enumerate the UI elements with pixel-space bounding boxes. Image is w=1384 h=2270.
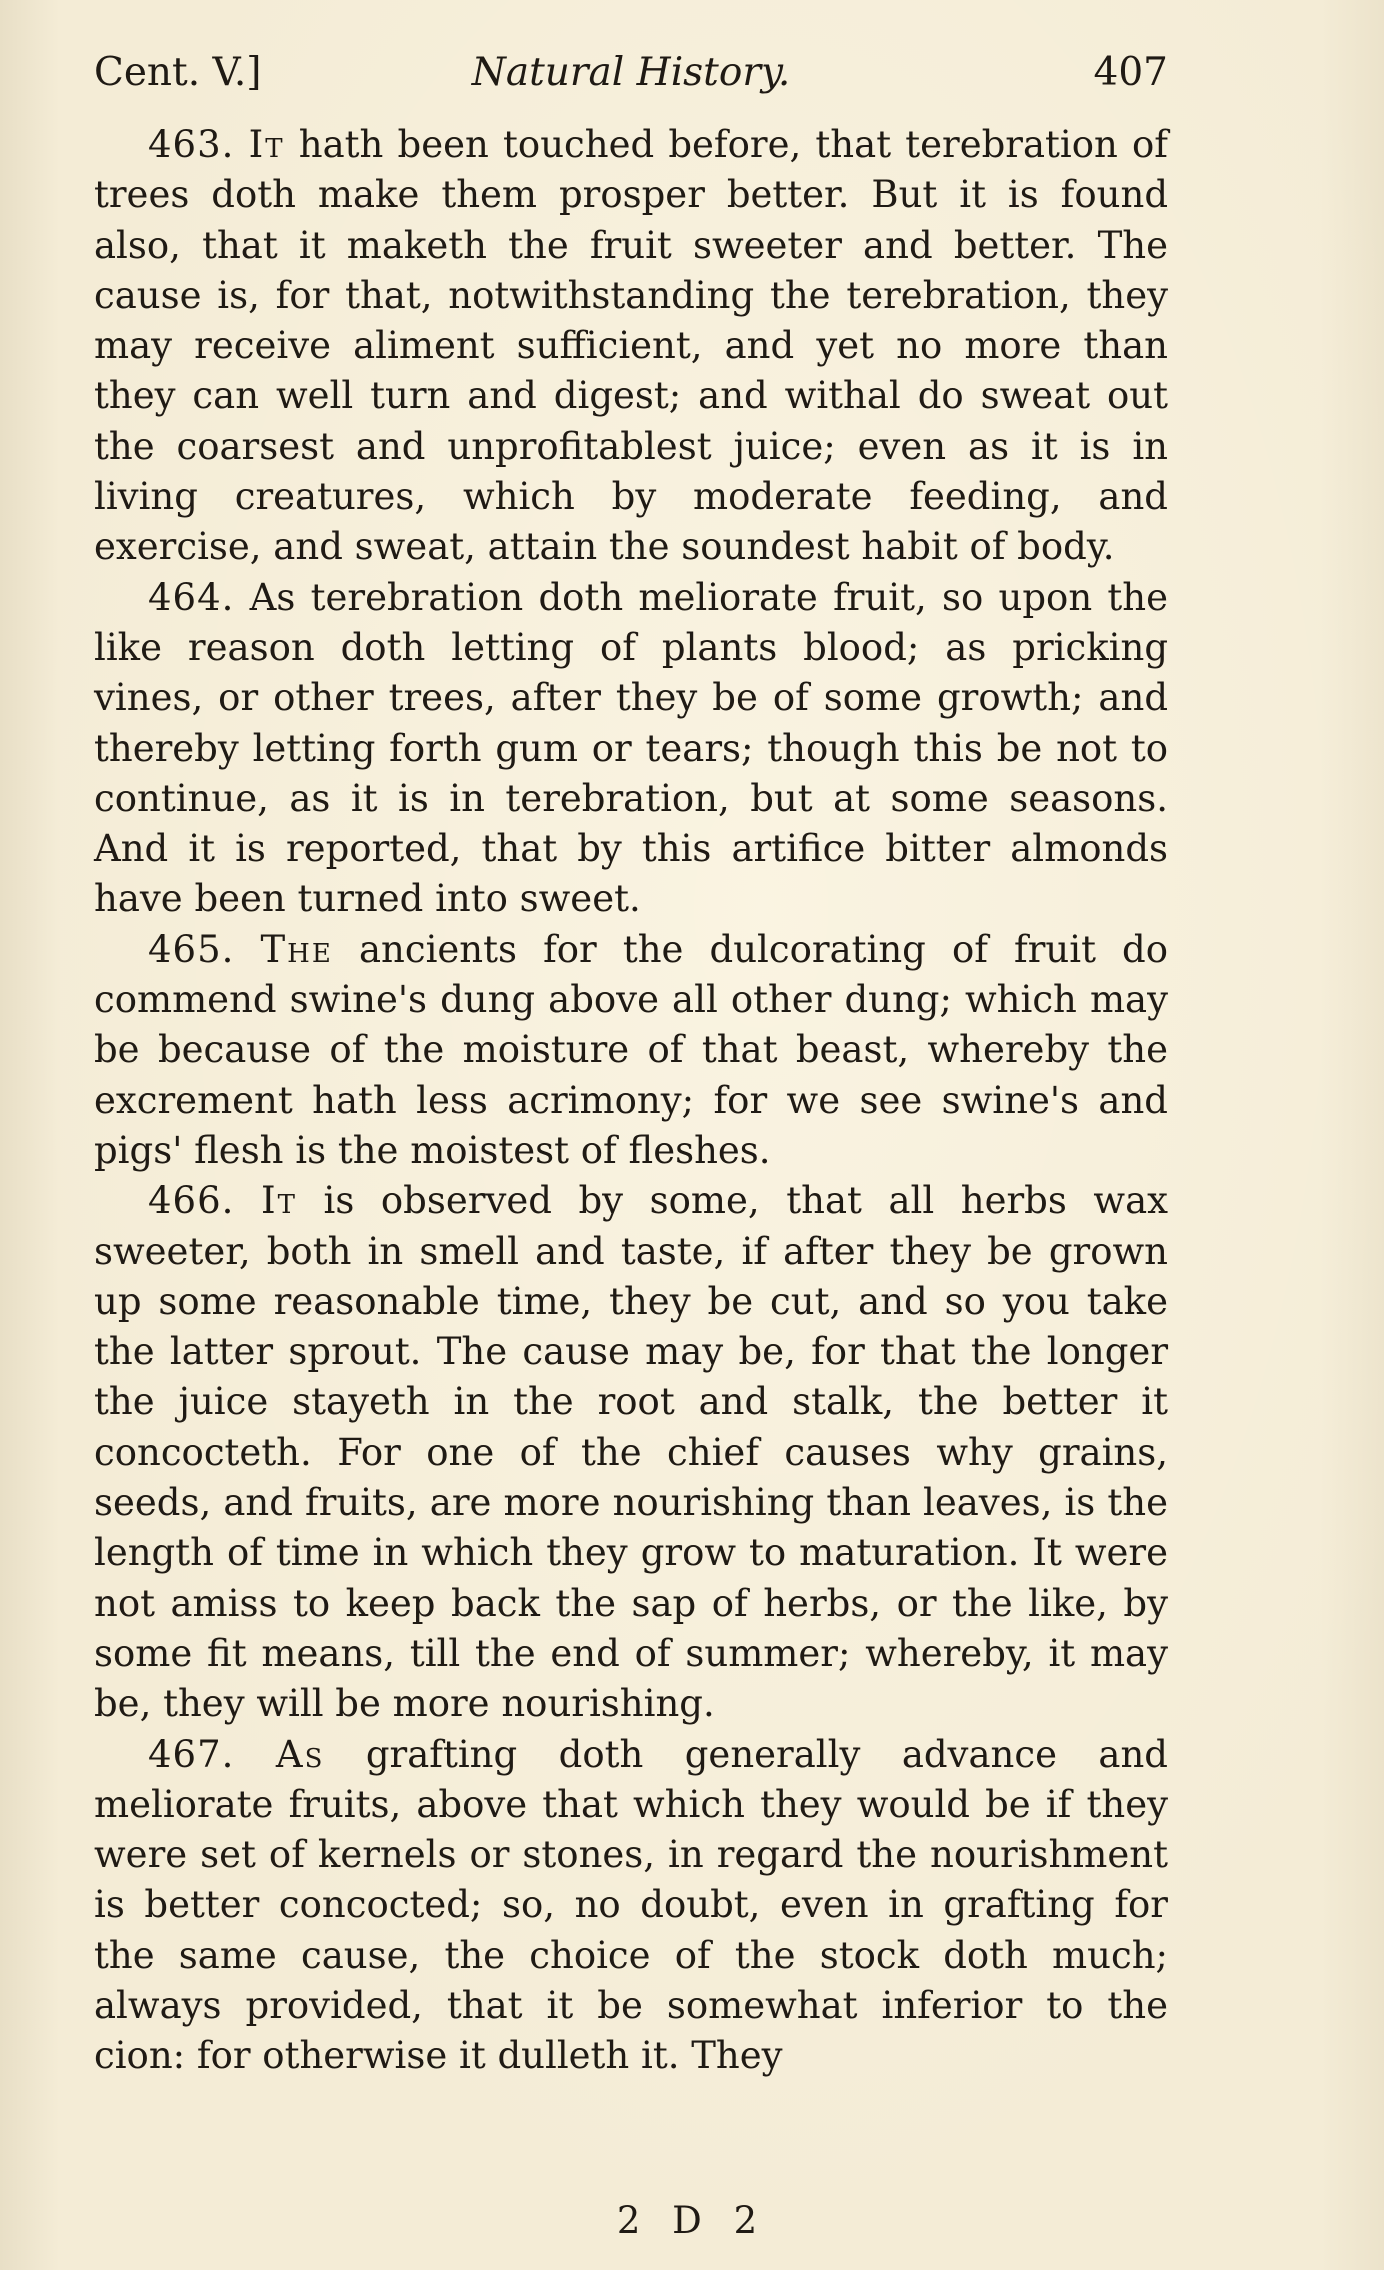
paragraph-text: ancients for the dulcorating of fruit do commend swine's dung above all other dung; which may be because of the moisture of that beast, whereby the excrement hath less acrimony; for we see swine's and pigs' flesh is the moistest of fleshes. bbox=[94, 927, 1169, 1172]
paragraph-text: is observed by some, that all herbs wax sweeter, both in smell and taste, if after they be grown up some reasonable time, they be cut, and so you take the latter sprout. The cause may be, for that the longer the juice stayeth in the root and stalk, the better it concocteth. For one of the chief causes why grains, seeds, and fruits, are more nourishing than leaves, is the length of time in which they grow to maturation. It were not amiss to keep back the sap of herbs, or the like, by some fit means, till the end of summer; whereby, it may be, they will be more nourishing. bbox=[94, 1179, 1168, 1726]
paragraph-number: 465. bbox=[148, 927, 235, 971]
page-number: 407 bbox=[1093, 50, 1168, 95]
paragraph-463 bbox=[94, 120, 1168, 573]
paragraph-lead: As bbox=[275, 1732, 325, 1776]
paragraph-number: 466. bbox=[148, 1179, 235, 1223]
paragraph-number: 467. bbox=[148, 1732, 235, 1776]
paragraph-text: grafting doth generally advance and meliorate fruits, above that which they would be if they were set of kernels or stones, in regard the nourishment is better concocted; so, no doubt, even in grafting for the same cause, the choice of the stock doth much; always provided, that it be somewhat inferior to the cion: for otherwise it dulleth it. They bbox=[94, 1732, 1168, 2078]
page-body bbox=[94, 120, 1168, 2082]
paragraph-lead: As bbox=[249, 575, 296, 619]
header-title: Natural History. bbox=[471, 50, 791, 95]
paragraph-text: terebration doth meliorate fruit, so upon the like reason doth letting of plants blood; as pricking vines, or other trees, after they be of some growth; and thereby letting forth gum or tears; though this be not to continue, as it is in terebration, but at some seasons. And it is reported, that by this artifice bitter almonds have been turned into sweet. bbox=[94, 575, 1169, 921]
signature-mark: 2 D 2 bbox=[616, 2199, 768, 2242]
paragraph-number: 463. bbox=[148, 123, 235, 166]
paragraph-466 bbox=[94, 1176, 1168, 1729]
paragraph-465 bbox=[94, 925, 1168, 1176]
header-section: Cent. V.] bbox=[94, 50, 262, 95]
paragraph-467 bbox=[94, 1730, 1168, 2082]
paragraph-lead: It bbox=[260, 1179, 297, 1223]
running-header bbox=[94, 38, 1168, 108]
paragraph-464 bbox=[94, 573, 1168, 925]
paragraph-text: hath been touched before, that terebration of trees doth make them prosper better. But it is found also, that it maketh the fruit sweeter and better. The cause is, for that, notwithstanding the terebration, they may receive aliment sufficient, and yet no more than they can well turn and digest; and withal do sweat out the coarsest and unprofitablest juice; even as it is in living creatures, which by moderate feeding, and exercise, and sweat, attain the soundest habit of body. bbox=[94, 123, 1169, 569]
paragraph-number: 464. bbox=[148, 575, 235, 619]
paragraph-lead: The bbox=[260, 927, 333, 971]
paragraph-lead: It bbox=[248, 123, 285, 166]
